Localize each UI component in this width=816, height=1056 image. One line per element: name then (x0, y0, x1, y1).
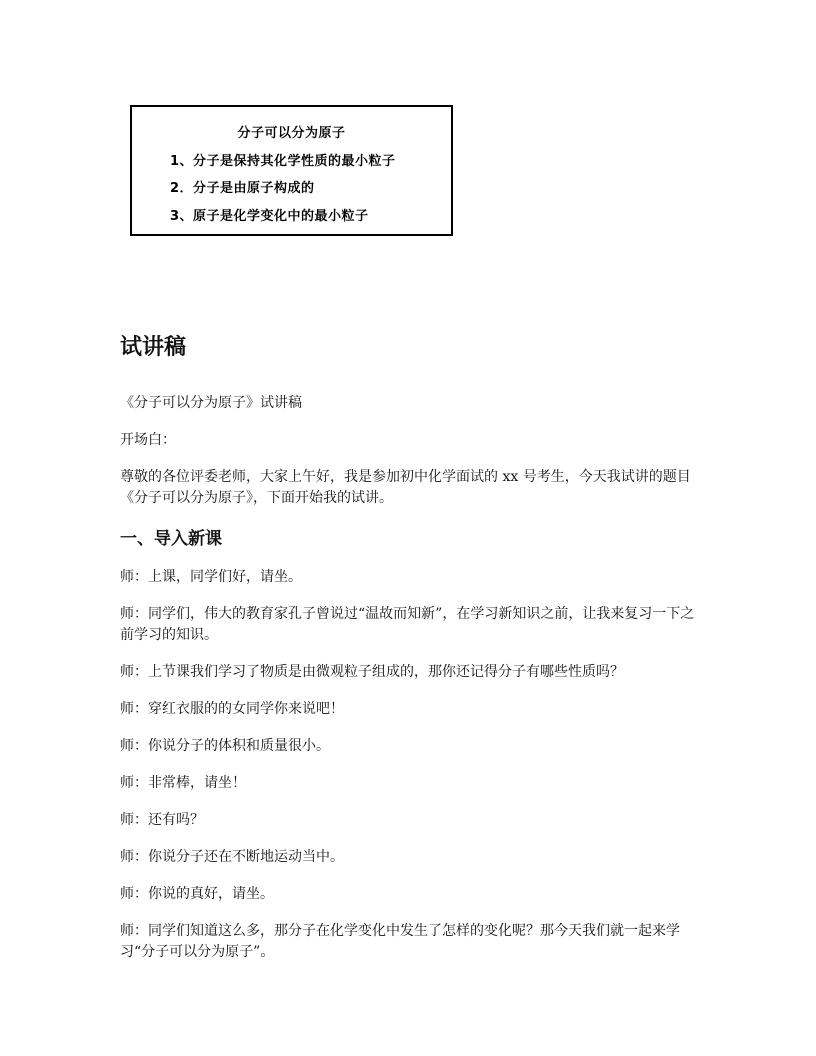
dialogue-line: 师：上节课我们学习了物质是由微观粒子组成的，那你还记得分子有哪些性质吗？ (120, 664, 624, 680)
document-body (120, 330, 700, 979)
summary-item-3: 3、原子是化学变化中的最小粒子 (170, 209, 369, 224)
section-heading: 一、导入新课 (120, 529, 222, 549)
dialogue-line: 师：你说分子的体积和质量很小。 (120, 738, 330, 754)
summary-item-2: 2．分子是由原子构成的 (170, 181, 315, 196)
dialogue-line: 师：同学们，伟大的教育家孔子曾说过“温故而知新”，在学习新知识之前，让我来复习一下之前学习的知识。 (120, 606, 695, 643)
dialogue-line: 师：同学们知道这么多，那分子在化学变化中发生了怎样的变化呢？那今天我们就一起来学习“分子可以分为原子”。 (120, 923, 680, 960)
dialogue-line: 师：穿红衣服的的女同学你来说吧！ (120, 701, 344, 717)
opening-label: 开场白： (120, 432, 176, 448)
summary-box (130, 105, 453, 236)
dialogue-line: 师：你说分子还在不断地运动当中。 (120, 849, 344, 865)
dialogue-line: 师：非常棒，请坐！ (120, 775, 246, 791)
document-title: 试讲稿 (120, 335, 187, 360)
summary-item-1: 1、分子是保持其化学性质的最小粒子 (170, 154, 396, 169)
opening-text: 尊敬的各位评委老师，大家上午好，我是参加初中化学面试的 xx 号考生，今天我试讲的题目《分子可以分为原子》，下面开始我的试讲。 (120, 469, 691, 506)
document-subtitle: 《分子可以分为原子》试讲稿 (120, 395, 302, 411)
dialogue-line: 师：上课，同学们好，请坐。 (120, 569, 302, 585)
summary-title: 分子可以分为原子 (237, 126, 346, 141)
dialogue-line: 师：还有吗？ (120, 812, 204, 828)
dialogue-line: 师：你说的真好，请坐。 (120, 886, 274, 902)
